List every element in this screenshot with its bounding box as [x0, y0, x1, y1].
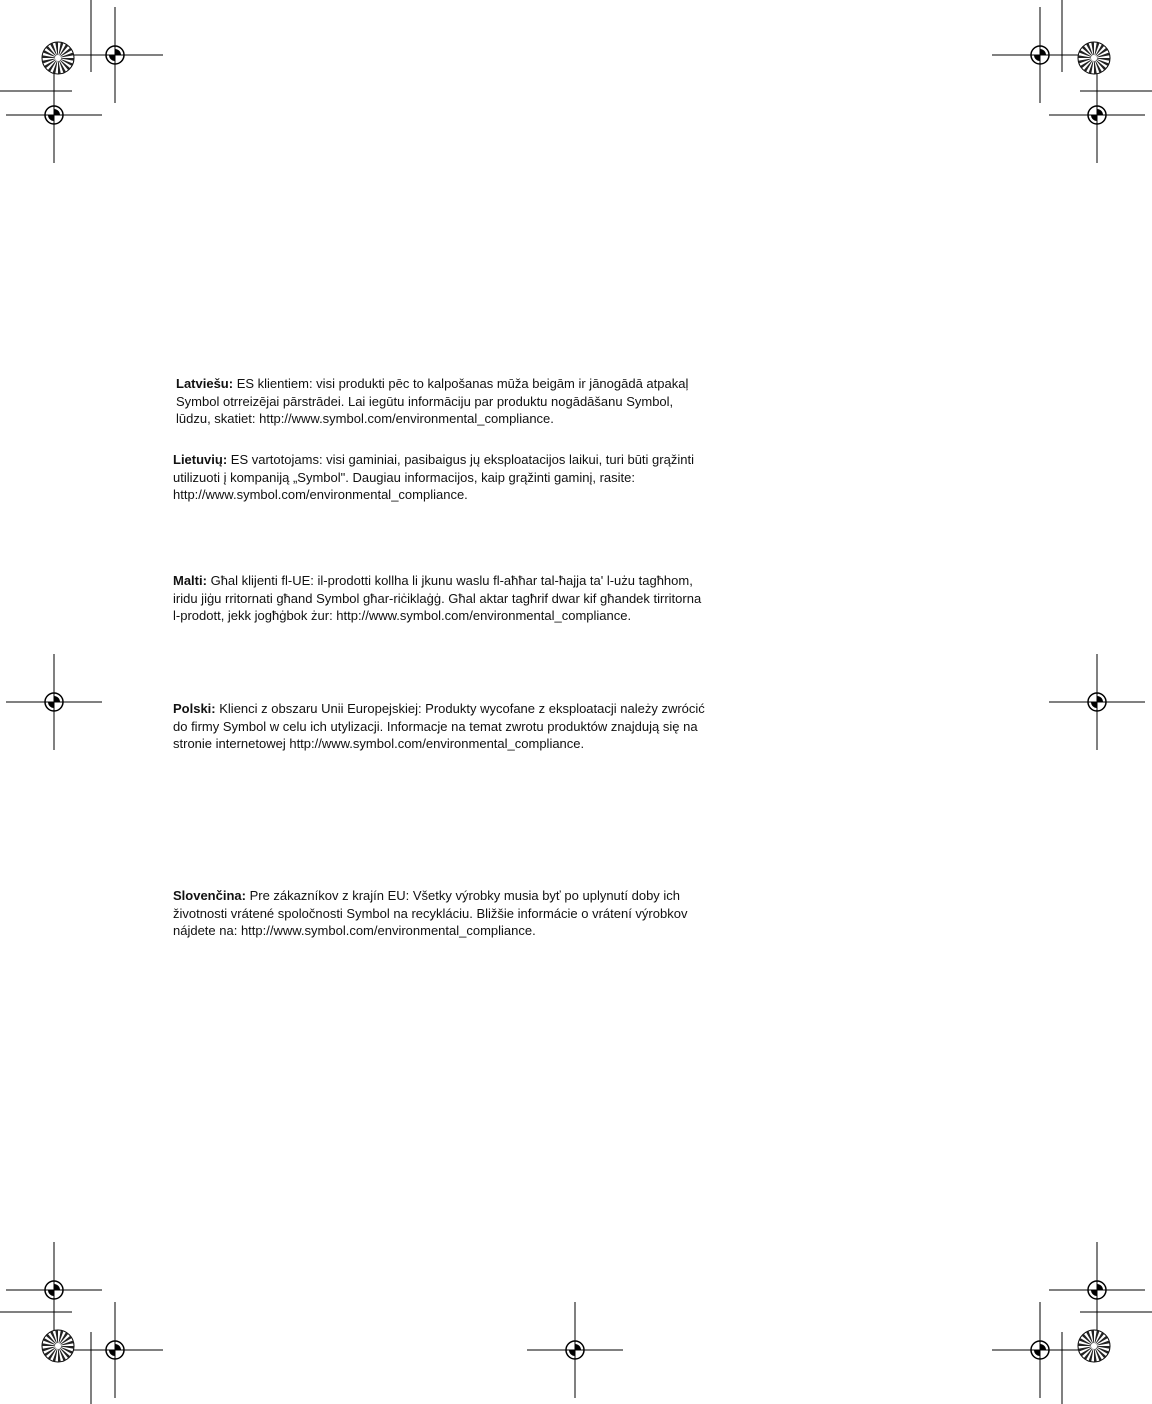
language-label: Slovenčina: — [173, 888, 246, 903]
color-wheel-icon — [42, 1330, 74, 1362]
body-line: Klienci z obszaru Unii Europejskiej: Produkty wycofane z eksploatacji należy zwrócić — [219, 701, 705, 716]
section-lietuviu — [173, 451, 733, 504]
registration-mark-icon — [6, 1242, 102, 1338]
body-line: Għal klijenti fl-UE: il-prodotti kollha li jkunu waslu fl-aħħar tal-ħajja ta' l-użu tagħhom, — [210, 573, 693, 588]
registration-mark-icon — [1049, 67, 1145, 163]
body-line: do firmy Symbol w celu ich utylizacji. Informacje na temat zwrotu produktów znajdują się na — [173, 718, 698, 734]
language-label: Polski: — [173, 701, 216, 716]
body-line: nájdete na: http://www.symbol.com/environmental_compliance. — [173, 923, 536, 938]
language-label: Malti: — [173, 573, 207, 588]
body-line: Pre zákazníkov z krajín EU: Všetky výrobky musia byť po uplynutí doby ich — [249, 888, 681, 903]
body-line: http://www.symbol.com/environmental_compliance. — [173, 487, 468, 502]
body-line: ES klientiem: visi produkti pēc to kalpošanas mūža beigām ir jānogādā atpakaļ — [236, 376, 689, 391]
body-line: Symbol otrreizējai pārstrādei. Lai iegūtu informāciju par produktu nogādāšanu Symbol, — [176, 393, 674, 409]
registration-mark-icon — [67, 7, 163, 103]
color-wheel-icon — [1078, 1330, 1110, 1362]
registration-mark-icon — [992, 1302, 1088, 1398]
registration-mark-icon — [67, 1302, 163, 1398]
body-line: stronie internetowej http://www.symbol.com/environmental_compliance. — [173, 736, 585, 751]
body-line: l-prodott, jekk jogħġbok żur: http://www.symbol.com/environmental_compliance. — [173, 608, 632, 623]
registration-mark-icon — [992, 7, 1088, 103]
body-line: utilizuoti į kompaniją „Symbol". Daugiau informacijos, kaip grąžinti gaminį, rasite: — [173, 469, 635, 485]
body-line: lūdzu, skatiet: http://www.symbol.com/environmental_compliance. — [176, 411, 554, 426]
registration-mark-icon — [527, 1302, 623, 1398]
body-line: životnosti vrátené spoločnosti Symbol na recykláciu. Bližšie informácie o vrátení výrobkov — [173, 905, 688, 921]
body-line: ES vartotojams: visi gaminiai, pasibaigus jų eksploatacijos laikui, turi būti grąžinti — [230, 452, 694, 467]
section-polski — [173, 700, 733, 753]
registration-mark-icon — [1049, 654, 1145, 750]
language-label: Latviešu: — [176, 376, 234, 391]
body-line: iridu jiġu rritornati għand Symbol għar-riċiklaġġ. Għal aktar tagħrif dwar kif għandek tirritorna — [173, 590, 702, 606]
registration-mark-icon — [1049, 1242, 1145, 1338]
section-malti — [173, 572, 733, 625]
registration-mark-icon — [6, 654, 102, 750]
color-wheel-icon — [1078, 42, 1110, 74]
registration-mark-icon — [6, 67, 102, 163]
color-wheel-icon — [42, 42, 74, 74]
language-label: Lietuvių: — [173, 452, 228, 467]
section-latviesu — [176, 375, 736, 428]
section-slovencina — [173, 887, 733, 940]
